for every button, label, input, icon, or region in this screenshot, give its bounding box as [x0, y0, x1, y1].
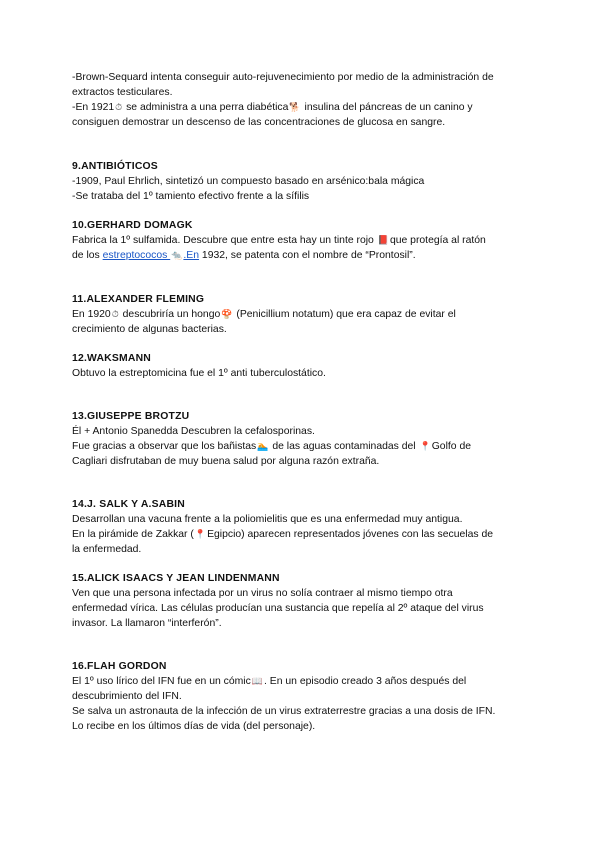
s12-line-1: Obtuvo la estreptomicina fue el 1º anti tuberculostático. — [72, 368, 326, 379]
s16-line-4: Lo recibe en los últimos días de vida (del personaje). — [72, 721, 316, 732]
s10-line-1: Fabrica la 1º sulfamida. Descubre que entre esta hay un tinte rojo 📕que protegía al ratón — [72, 235, 486, 246]
s9-line-1: -1909, Paul Ehrlich, sintetizó un compuesto basado en arsénico:bala mágica — [72, 176, 425, 187]
intro-line-4: consiguen demostrar un descenso de las concentraciones de glucosa en sangre. — [72, 117, 446, 128]
intro-line-3: -En 1921⏱ se administra a una perra diabética🐕 insulina del páncreas de un canino y — [72, 102, 473, 113]
red-book-icon: 📕 — [377, 235, 389, 245]
comic-book-icon: 📖 — [251, 676, 264, 686]
s11-line-1: En 1920⏱ descubriría un hongo🍄 (Penicillium notatum) que era capaz de evitar el — [72, 309, 456, 320]
section-title-11: 11.ALEXANDER FLEMING — [72, 294, 205, 305]
s13-line-2: Fue gracias a observar que los bañistas🏊 de las aguas contaminadas del 📍Golfo de — [72, 441, 471, 452]
section-title-13: 13.GIUSEPPE BROTZU — [72, 411, 190, 422]
section-title-10: 10.GERHARD DOMAGK — [72, 220, 193, 231]
s14-line-2: En la pirámide de Zakkar (📍Egipcio) aparecen representados jóvenes con las secuelas de — [72, 529, 493, 540]
streptococcus-link[interactable]: estreptococos 🐀.En — [102, 250, 200, 261]
pin-icon: 📍 — [194, 529, 207, 539]
s9-line-2: -Se trataba del 1º tamiento efectivo frente a la sífilis — [72, 191, 310, 202]
swimmer-icon: 🏊 — [257, 441, 269, 451]
s11-line-2: crecimiento de algunas bacterias. — [72, 324, 227, 335]
s14-line-3: la enfermedad. — [72, 544, 142, 555]
stopwatch-icon: ⏱ — [111, 309, 119, 319]
s16-line-1: El 1º uso lírico del IFN fue en un cómic📖. En un episodio creado 3 años después del — [72, 676, 467, 687]
s15-line-3: invasor. La llamaron “interferón”. — [72, 618, 222, 629]
s13-line-1: Él + Antonio Spanedda Descubren la cefalosporinas. — [72, 426, 315, 437]
s10-line-2: de los estreptococos 🐀.En 1932, se patenta con el nombre de “Prontosil”. — [72, 250, 416, 261]
section-title-12: 12.WAKSMANN — [72, 353, 151, 364]
s15-line-1: Ven que una persona infectada por un virus no solía contraer al mismo tiempo otra — [72, 588, 453, 599]
s15-line-2: enfermedad vírica. Las células producían una sustancia que repelía al 2º ataque del virus — [72, 603, 484, 614]
s13-line-3: Cagliari disfrutaban de muy buena salud por alguna razón extraña. — [72, 456, 380, 467]
intro-line-2: extractos testiculares. — [72, 87, 173, 98]
s16-line-2: descubrimiento del IFN. — [72, 691, 182, 702]
pin-icon: 📍 — [419, 441, 431, 451]
s16-line-3: Se salva un astronauta de la infección de un virus extraterrestre gracias a una dosis de IFN. — [72, 706, 496, 717]
intro-line-1: -Brown-Sequard intenta conseguir auto-rejuvenecimiento por medio de la administración de — [72, 72, 494, 83]
stopwatch-icon: ⏱ — [115, 102, 123, 112]
s14-line-1: Desarrollan una vacuna frente a la poliomielitis que es una enfermedad muy antigua. — [72, 514, 463, 525]
dog-icon: 🐕 — [289, 102, 301, 112]
section-title-14: 14.J. SALK Y A.SABIN — [72, 499, 185, 510]
section-title-9: 9.ANTIBIÓTICOS — [72, 161, 158, 172]
mushroom-icon: 🍄 — [221, 309, 233, 319]
rat-icon: 🐀 — [171, 250, 183, 260]
section-title-15: 15.ALICK ISAACS Y JEAN LINDENMANN — [72, 573, 280, 584]
section-title-16: 16.FLAH GORDON — [72, 661, 167, 672]
